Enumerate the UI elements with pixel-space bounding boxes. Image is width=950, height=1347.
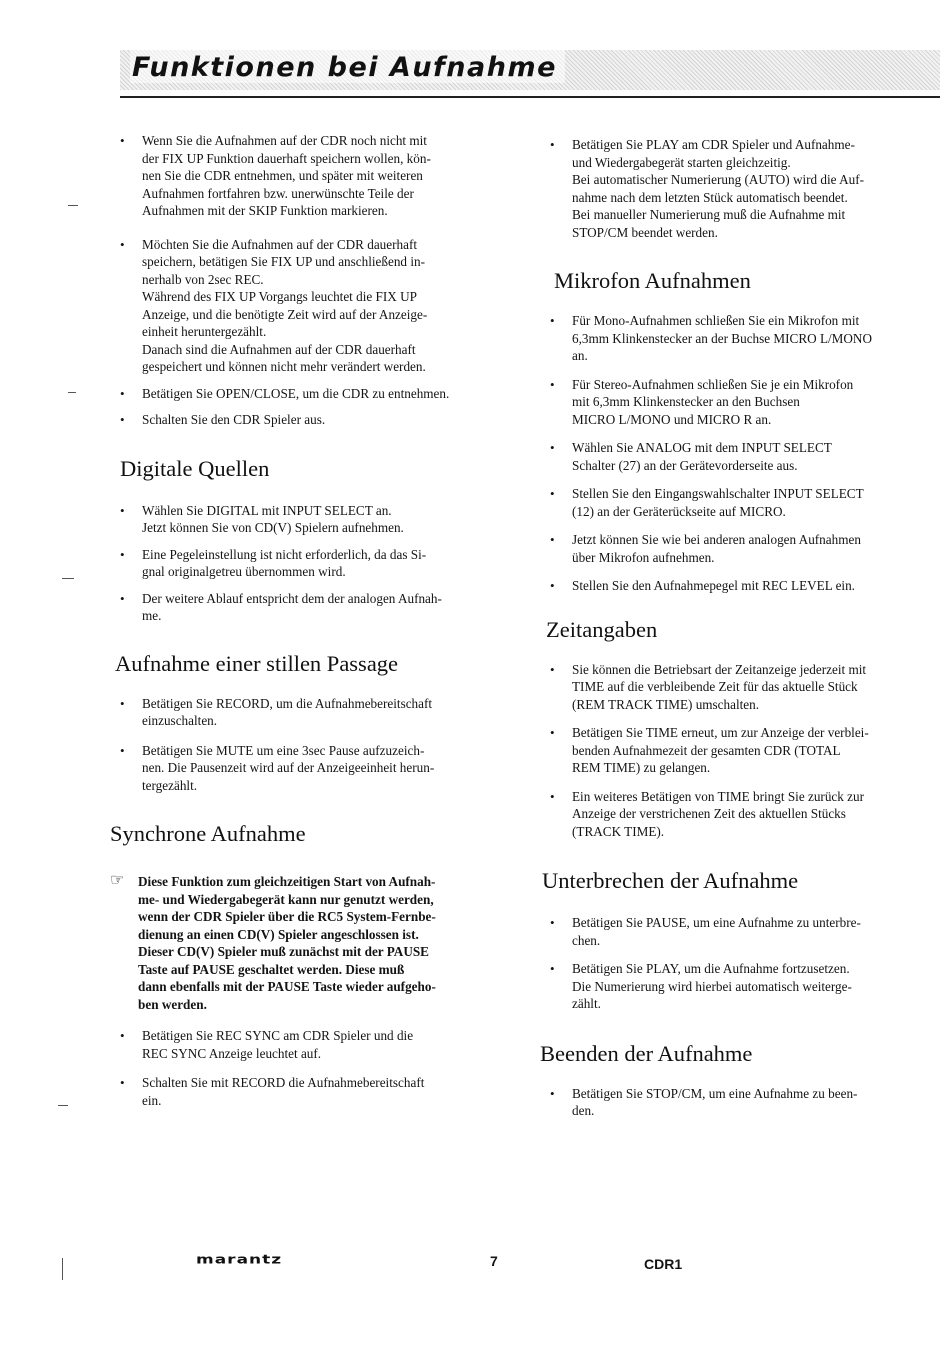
list-item xyxy=(540,661,930,714)
list-item-text: • Für Stereo-Aufnahmen schließen Sie je ein Mikrofon mit 6,3mm Klinkenstecker an den Buchsen MICRO L/MONO und MICRO R an. xyxy=(572,376,854,427)
list-item xyxy=(110,411,505,429)
right-column xyxy=(540,136,930,1120)
margin-mark xyxy=(68,392,76,393)
mikrofon-list xyxy=(540,312,930,595)
left-column xyxy=(110,132,505,1109)
list-item-text: • Betätigen Sie REC SYNC am CDR Spieler und die REC SYNC Anzeige leuchtet auf. xyxy=(142,1028,414,1061)
list-item xyxy=(540,1085,930,1120)
list-item xyxy=(110,236,505,376)
section-title-zeitangaben: Zeitangaben xyxy=(546,616,658,642)
list-item xyxy=(110,385,505,403)
list-item xyxy=(110,1074,505,1109)
margin-mark xyxy=(62,1258,63,1280)
list-item xyxy=(110,742,505,795)
note-text: Diese Funktion zum gleichzeitigen Start von Aufnah- me- und Wiedergabegerät kann nur genutzt werden, wenn der CDR Spieler über die RC5 System-Fernbe- dienung an einen CD(V) Spieler angeschlossen ist. Dieser CD(V) Spieler muß zunächst mit der PAUSE Taste auf PAUSE geschaltet werden. Diese muß dann ebenfalls mit der PAUSE Taste wieder aufgeho- ben werden. xyxy=(138,874,436,1012)
list-item-text: • Betätigen Sie RECORD, um die Aufnahmebereitschaft einzuschalten. xyxy=(142,695,433,728)
right-intro-list xyxy=(540,136,930,241)
section-title-unterbrechen: Unterbrechen der Aufnahme xyxy=(542,868,799,893)
marantz-logo: marantz xyxy=(196,1252,283,1267)
unterbrechen-list xyxy=(540,914,930,1013)
note-block xyxy=(110,873,505,1013)
list-item-text: • Betätigen Sie TIME erneut, um zur Anzeige der verblei- benden Aufnahmezeit der gesamten CDR (TOTAL REM TIME) zu gelangen. xyxy=(572,725,869,775)
list-item xyxy=(110,1027,505,1062)
list-item-text: • Betätigen Sie PLAY, um die Aufnahme fortzusetzen. Die Numerierung wird hierbei automatisch weiterge- zählt. xyxy=(572,961,852,1011)
pointing-hand-icon: ☞ xyxy=(110,872,125,889)
beenden-list xyxy=(540,1085,930,1120)
margin-mark xyxy=(58,1105,68,1106)
left-intro-list xyxy=(110,132,505,429)
list-item xyxy=(110,132,505,220)
list-item xyxy=(540,531,930,566)
list-item xyxy=(110,502,505,537)
header-rule xyxy=(120,96,940,98)
list-item xyxy=(110,546,505,581)
list-item-text: • Möchten Sie die Aufnahmen auf der CDR dauerhaft speichern, betätigen Sie FIX UP und anschließend in- nerhalb von 2sec REC. Während des FIX UP Vorgangs leuchtet die FIX UP Anzeige, und die benötigte Zeit wird auf der Anzeige- einheit heruntergezählt. Danach sind die Aufnahmen auf der CDR dauerhaft gespeichert und können nicht mehr verändert werden. xyxy=(142,236,428,374)
margin-mark xyxy=(62,578,74,579)
list-item-text: • Wenn Sie die Aufnahmen auf der CDR noch nicht mit der FIX UP Funktion dauerhaft speichern wollen, kön- nen Sie die CDR entnehmen, und später mit weiteren Aufnahmen fortfahren bzw. unerwünschte Teile der Aufnahmen mit der SKIP Funktion markieren. xyxy=(142,133,431,218)
list-item-text: • Betätigen Sie OPEN/CLOSE, um die CDR zu entnehmen. xyxy=(142,385,450,401)
list-item-text: • Eine Pegeleinstellung ist nicht erforderlich, da das Si- gnal originalgetreu übernommen wird. xyxy=(142,546,427,579)
section-title-beenden: Beenden der Aufnahme xyxy=(540,1040,753,1066)
section-title-mikrofon: Mikrofon Aufnahmen xyxy=(554,268,751,293)
list-item-text: • Betätigen Sie PAUSE, um eine Aufnahme zu unterbre- chen. xyxy=(572,915,861,948)
model-name: CDR1 xyxy=(644,1256,683,1272)
section-title-digitale-quellen: Digitale Quellen xyxy=(120,455,270,481)
section-title-stille-passage: Aufnahme einer stillen Passage xyxy=(115,650,399,676)
digitale-quellen-list xyxy=(110,502,505,625)
list-item-text: • Stellen Sie den Aufnahmepegel mit REC LEVEL ein. xyxy=(572,578,855,593)
stille-passage-list xyxy=(110,695,505,795)
list-item xyxy=(540,439,930,474)
page-title: Funktionen bei Aufnahme xyxy=(130,50,565,83)
margin-mark xyxy=(68,205,78,206)
list-item xyxy=(540,914,930,949)
list-item xyxy=(110,695,505,730)
list-item xyxy=(540,724,930,777)
list-item-text: • Jetzt können Sie wie bei anderen analogen Aufnahmen über Mikrofon aufnehmen. xyxy=(572,532,861,565)
list-item xyxy=(540,312,930,365)
list-item xyxy=(110,590,505,625)
list-item-text: • Schalten Sie den CDR Spieler aus. xyxy=(142,412,326,427)
page-number: 7 xyxy=(490,1253,498,1269)
list-item-text: • Betätigen Sie STOP/CM, um eine Aufnahme zu been- den. xyxy=(572,1085,858,1118)
zeitangaben-list xyxy=(540,661,930,841)
section-title-synchrone-aufnahme: Synchrone Aufnahme xyxy=(110,821,306,846)
list-item xyxy=(540,960,930,1013)
list-item-text: • Wählen Sie DIGITAL mit INPUT SELECT an. Jetzt können Sie von CD(V) Spielern aufnehmen. xyxy=(142,502,404,535)
list-item-text: • Der weitere Ablauf entspricht dem der analogen Aufnah- me. xyxy=(142,590,442,623)
list-item-text: • Für Mono-Aufnahmen schließen Sie ein Mikrofon mit 6,3mm Klinkenstecker an der Buchse MICRO L/MONO an. xyxy=(572,313,872,363)
list-item xyxy=(540,485,930,520)
list-item xyxy=(540,788,930,841)
list-item xyxy=(540,577,930,595)
list-item-text: • Betätigen Sie MUTE um eine 3sec Pause aufzuzeich- nen. Die Pausenzeit wird auf der Anzeigeeinheit herun- tergezählt. xyxy=(142,742,435,793)
synchrone-list xyxy=(110,1027,505,1109)
list-item-text: • Stellen Sie den Eingangswahlschalter INPUT SELECT (12) an der Geräterückseite auf MICRO. xyxy=(572,486,864,519)
list-item xyxy=(540,376,930,429)
list-item-text: • Ein weiteres Betätigen von TIME bringt Sie zurück zur Anzeige der verstrichenen Zeit des aktuellen Stücks (TRACK TIME). xyxy=(572,788,864,839)
list-item xyxy=(540,136,930,241)
list-item-text: • Sie können die Betriebsart der Zeitanzeige jederzeit mit TIME auf die verbleibende Zeit für das aktuelle Stück (REM TRACK TIME) umschalten. xyxy=(572,661,867,712)
list-item-text: • Wählen Sie ANALOG mit dem INPUT SELECT Schalter (27) an der Gerätevorderseite aus. xyxy=(572,440,832,473)
list-item-text: • Betätigen Sie PLAY am CDR Spieler und Aufnahme- und Wiedergabegerät starten gleichzeitig. Bei automatischer Numerierung (AUTO) wird die Auf- nahme nach dem letzten Stück automatisch beendet. Bei manueller Numerierung muß die Aufnahme mit STOP/CM beendet werden. xyxy=(572,137,864,240)
list-item-text: • Schalten Sie mit RECORD die Aufnahmebereitschaft ein. xyxy=(142,1075,425,1108)
